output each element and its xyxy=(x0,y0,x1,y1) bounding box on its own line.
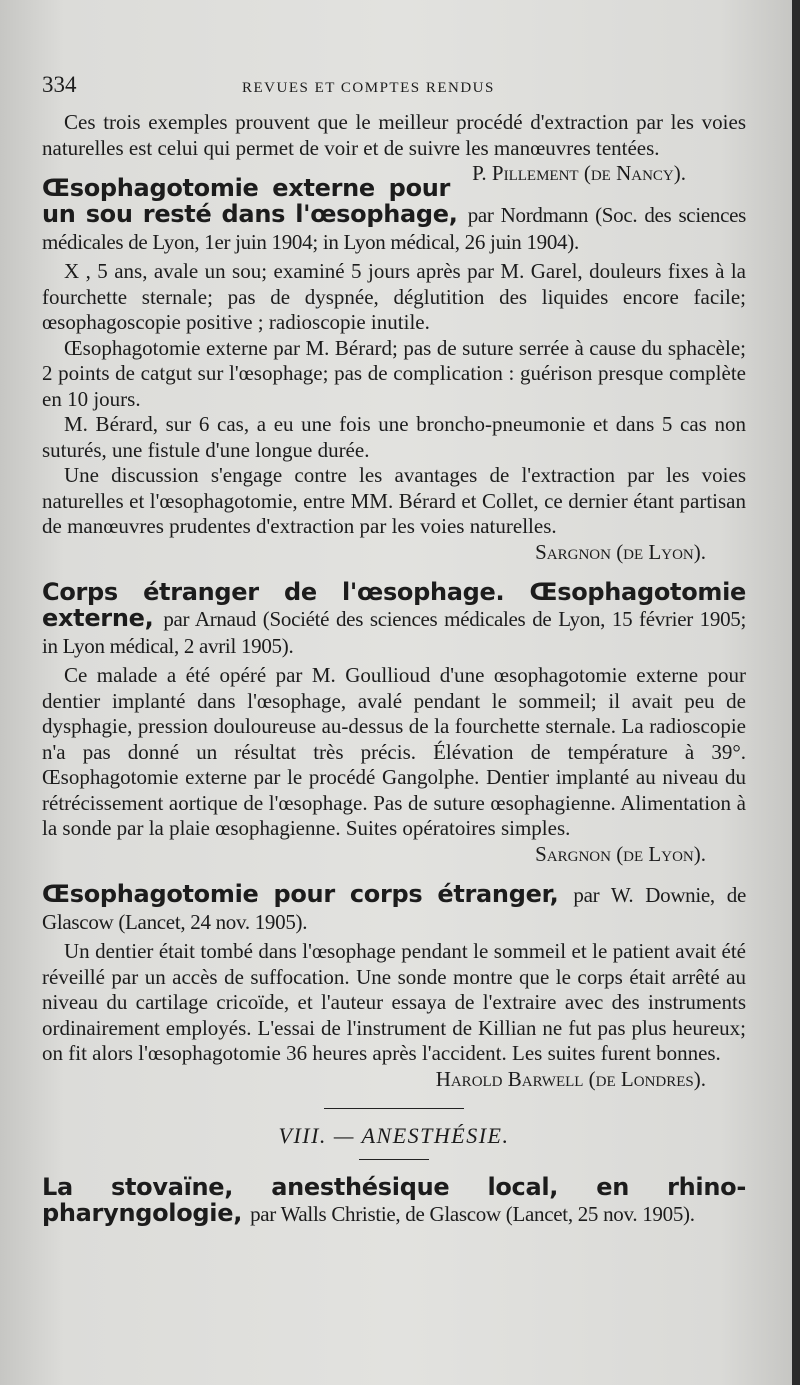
page-gutter-shadow xyxy=(792,0,800,1385)
article1-title: Œsophagotomie externe pour un sou resté dans l'œsophage, xyxy=(42,174,458,228)
article4-title-block xyxy=(42,1174,746,1227)
section-rule-top xyxy=(324,1108,464,1109)
article1-paragraph-4: Une discussion s'engage contre les avantages de l'extraction par les voies naturelles et l'œsophagotomie, entre MM. Bérard et Collet, ce dernier étant partisan de manœuvres prudentes d'extraction par les voies naturelles. xyxy=(42,463,746,538)
article3-title-block xyxy=(42,881,746,935)
article3-byline: par W. Downie, de Glascow (Lancet, 24 nov. 1905). xyxy=(42,883,746,934)
block1-paragraph: Ces trois exemples prouvent que le meilleur procédé d'extraction par les voies naturelles est celui qui permet de voir et de suivre les manœuvres tentées. xyxy=(42,110,746,160)
article1-paragraph-2: Œsophagotomie externe par M. Bérard; pas de suture serrée à cause du sphacèle; 2 points de catgut sur l'œsophage; pas de complication : guérison presque complète en 10 jours. xyxy=(42,335,746,411)
article1-byline: par Nordmann (Soc. des sciences médicales de Lyon, 1er juin 1904; in Lyon médical, 26 juin 1904). xyxy=(42,203,747,254)
article4-byline: par Walls Christie, de Glascow (Lancet, 25 nov. 1905). xyxy=(250,1202,695,1226)
article4-title: La stovaïne, anesthésique local, en rhino-pharyngologie, xyxy=(42,1173,746,1227)
article2-paragraph: Ce malade a été opéré par M. Goullioud d'une œsophagotomie externe pour dentier implanté dans l'œsophage, avalé pendant le sommeil; il avait peu de dysphagie, pression douloureuse au-dessus de la fourchette sternale. La radioscopie n'a pas donné un résultat très précis. Élévation de température à 39°. Œsophagotomie externe par le procédé Gangolphe. Dentier implanté au niveau du rétrécissement aortique de l'œsophage. Pas de suture œsophagienne. Alimentation à la sonde par la plaie œsophagienne. Suites opératoires simples. xyxy=(42,663,746,840)
running-head xyxy=(42,72,746,110)
article1-title-block xyxy=(42,175,746,255)
article1-paragraph-1: X , 5 ans, avale un sou; examiné 5 jours après par M. Garel, douleurs fixes à la fourchette sternale; pas de dyspnée, déglutition des liquides encore facile; œsophagoscopie positive ; radioscopie inutile. xyxy=(42,259,746,334)
article3-title: Œsophagotomie pour corps étranger, xyxy=(42,880,559,908)
article1-signature: Sargnon (de Lyon). xyxy=(535,539,706,564)
article2-title: Corps étranger de l'œsophage. Œsophagotomie externe, xyxy=(42,578,746,632)
article3-paragraph: Un dentier était tombé dans l'œsophage pendant le sommeil et le patient avait été réveillé par un accès de suffocation. Une sonde montre que le corps était arrêté au niveau du cartilage cricoïde, et l'auteur essaya de l'extraire avec des instruments ordinairement employés. L'essai de l'instrument de Killian ne fut pas plus heureux; on fit alors l'œsophagotomie 36 heures après l'accident. Les suites furent bonnes. xyxy=(42,939,746,1065)
article2-byline: par Arnaud (Société des sciences médicales de Lyon, 15 février 1905; in Lyon médical, 2 avril 1905). xyxy=(42,607,747,658)
page-number: 334 xyxy=(42,72,77,97)
article2-title-block xyxy=(42,579,746,659)
running-title: REVUES ET COMPTES RENDUS xyxy=(242,80,495,96)
article1-paragraph-3: M. Bérard, sur 6 cas, a eu une fois une broncho-pneumonie et dans 5 cas non suturés, une fistule d'une longue durée. xyxy=(42,412,746,462)
article2-signature: Sargnon (de Lyon). xyxy=(535,841,706,866)
block1-text xyxy=(42,110,746,185)
section-title: VIII. — ANESTHÉSIE. xyxy=(278,1123,510,1148)
article3-signature: Harold Barwell (de Londres). xyxy=(435,1066,706,1091)
block1-signature: P. Pillement (de Nancy). xyxy=(472,161,686,185)
section-rule-bottom xyxy=(359,1159,429,1160)
